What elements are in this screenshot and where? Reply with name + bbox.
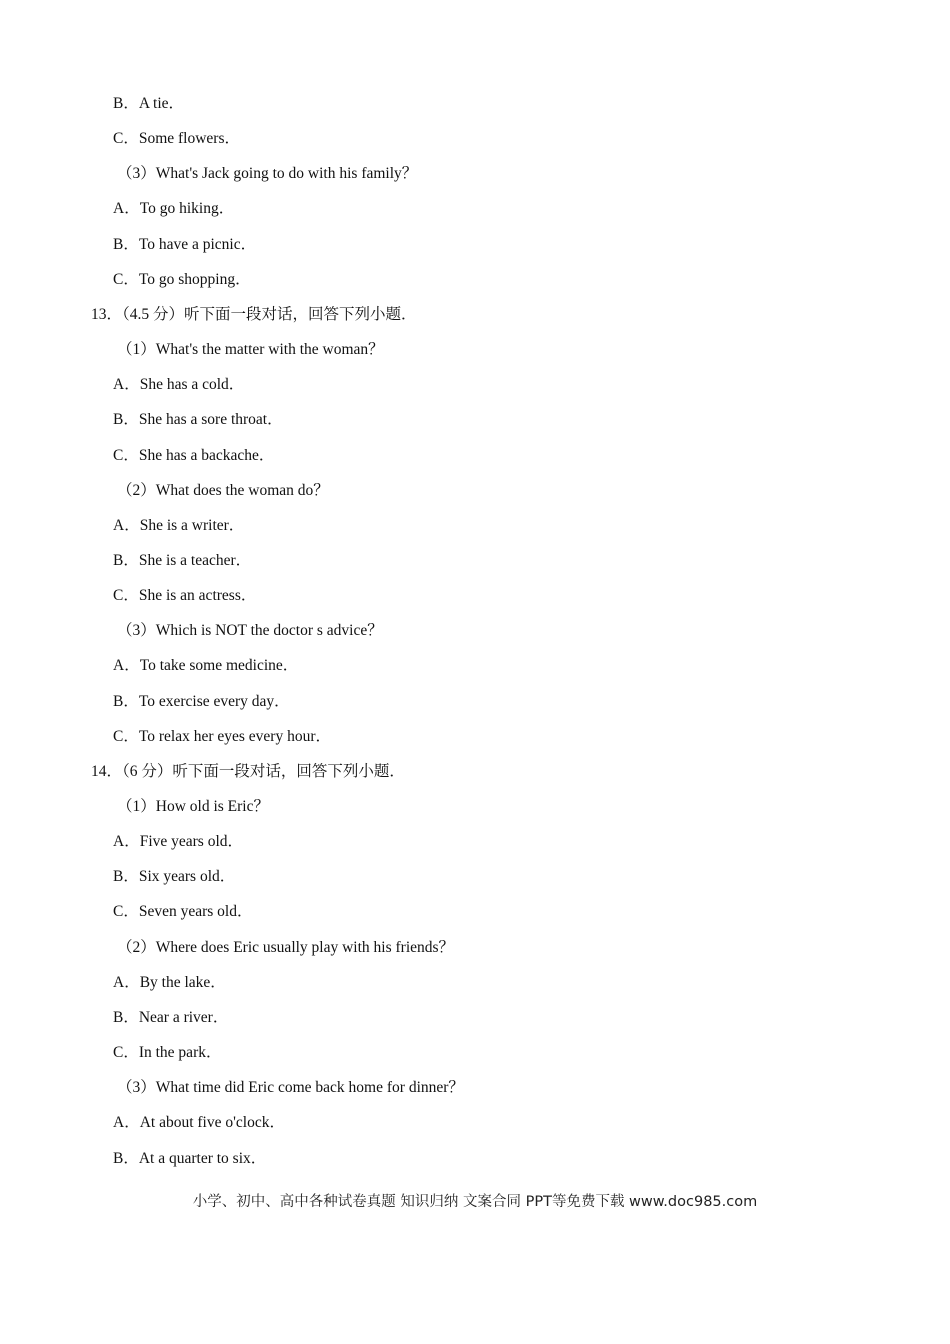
answer-option: B．Near a river． [113,1008,229,1026]
answer-option: C．Some flowers． [113,130,241,148]
answer-option: C．To go shopping． [113,270,251,288]
answer-option: C．She has a backache． [113,446,275,464]
answer-option: B．She is a teacher． [113,551,252,569]
sub-question: （1）What's the matter with the woman？ [117,341,384,359]
page-footer: 小学、初中、高中各种试卷真题 知识归纳 文案合同 PPT等免费下载 www.doc985.com [192,1194,758,1210]
sub-question: （1）How old is Eric？ [117,798,269,815]
answer-option: C．She is an actress． [113,587,257,605]
answer-option: C．Seven years old． [113,903,253,921]
answer-option: B．To have a picnic． [113,235,257,253]
answer-option: A．To go hiking． [113,200,235,218]
answer-option: A．She is a writer． [113,516,245,534]
answer-option: B．Six years old． [113,868,236,886]
answer-option: B．A tie． [113,95,185,112]
answer-option: A．By the lake． [113,973,226,991]
sub-question: （3）Which is NOT the doctor s advice？ [117,622,383,640]
answer-option: B．At a quarter to six． [113,1149,267,1167]
answer-option: B．She has a sore throat． [113,411,283,429]
answer-option: A．Five years old． [113,833,244,851]
sub-question: （2）What does the woman do？ [117,481,329,499]
answer-option: A．To take some medicine． [113,657,299,675]
answer-option: B．To exercise every day． [113,692,290,710]
answer-option: C．In the park． [113,1044,222,1062]
sub-question: （3）What's Jack going to do with his family？ [117,165,418,183]
answer-option: A．She has a cold． [113,376,245,394]
answer-option: A．At about five o'clock． [113,1114,285,1132]
answer-option: C．To relax her eyes every hour． [113,727,331,745]
question-header: 13．（4.5 分）听下面一段对话，回答下列小题． [91,305,417,323]
sub-question: （2）Where does Eric usually play with his friends？ [117,938,455,956]
question-header: 14．（6 分）听下面一段对话，回答下列小题． [91,762,405,780]
sub-question: （3）What time did Eric come back home for dinner？ [117,1079,464,1097]
